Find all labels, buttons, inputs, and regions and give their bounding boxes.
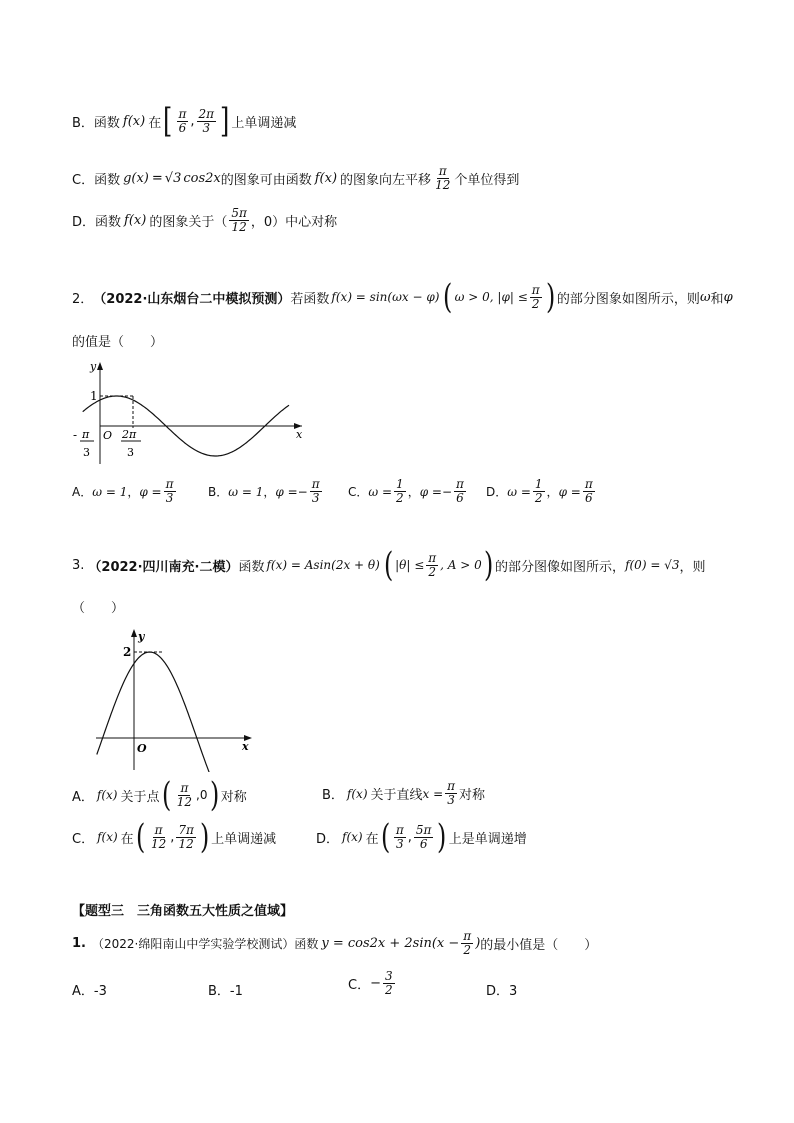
q1-d-post: ，0）中心对称: [250, 215, 338, 230]
q2-b-phi: φ =: [275, 484, 298, 499]
q2-tick-neg-num: π: [82, 428, 90, 441]
q3-d-frac-a: $\frac{\pi}{3}$: [395, 822, 404, 851]
q1-c-mid: 的图象可由函数: [220, 173, 312, 188]
q2-stem: [72, 277, 733, 317]
q3-two-label: 2: [123, 645, 132, 659]
q3-c-end: 上单调递减: [211, 831, 277, 847]
q2-c-frac: $\frac{\pi}{6}$: [456, 477, 464, 505]
paren-left-icon: (: [135, 817, 145, 857]
q3-b-end: 对称: [459, 788, 486, 803]
q3-a-label: A．: [72, 789, 94, 805]
q1-c-prefix: C．函数: [72, 173, 121, 188]
right-bracket-icon: ]: [220, 101, 230, 141]
q3-b-fx: f(x): [346, 786, 368, 801]
q4-stem: [72, 930, 597, 957]
q4-c-label: C．: [348, 978, 371, 993]
q3-a-end: 对称: [220, 789, 247, 805]
q3-option-d[interactable]: D． f(x) 在 ( $\frac{\pi}{3}$ , $\frac{5\pi}{6}$ ) 上是单调递增: [316, 817, 527, 857]
q3-cond: |θ| ≤: [395, 558, 425, 572]
q1-d-prefix: D．函数: [72, 215, 122, 230]
q2-origin-label: O: [103, 429, 113, 442]
q3-c-frac-a: $\frac{\pi}{12}$: [150, 822, 167, 851]
q3-c-frac-b: $\frac{7\pi}{12}$: [178, 822, 194, 851]
q1-option-d: [72, 207, 337, 234]
q3-x-label: x: [242, 740, 249, 753]
q3-sine-graph: [94, 626, 256, 772]
q1-b-fx: f(x): [122, 113, 146, 129]
q3-option-c[interactable]: C． f(x) 在 ( $\frac{\pi}{12}$ , $\frac{7\pi}{12}$ ) 上单调递减: [72, 817, 277, 857]
paren-right-icon: ): [545, 277, 555, 317]
q2-phi: φ: [723, 289, 733, 305]
q3-b-frac: $\frac{\pi}{3}$: [447, 779, 456, 807]
q1-d-fx: f(x): [124, 213, 147, 228]
paren-right-icon: ): [483, 545, 494, 585]
q1-b-post: 上单调递减: [231, 115, 297, 131]
q2-d-frac: $\frac{\pi}{6}$: [584, 477, 593, 505]
q2-tick-pos-num: 2π: [122, 428, 137, 441]
q3-a-text: 关于点: [120, 789, 160, 805]
q2-c-label: C．: [348, 485, 369, 499]
q2-a-phi: φ =: [139, 484, 162, 499]
q1-c-frac: $\frac{\pi}{12}$: [435, 164, 451, 192]
q4-option-c[interactable]: [348, 970, 397, 997]
q4-option-b[interactable]: B．-1: [208, 984, 243, 999]
q3-option-a[interactable]: [72, 775, 247, 815]
q3-d-text: 在: [365, 831, 379, 847]
q1-option-b: B．函数 f(x) 在 [ $\frac{\pi}{6}$ , $\frac{2\pi}{3}$ ] 上单调递减: [72, 101, 297, 141]
q3-d-label: D．: [316, 831, 340, 847]
q3-line2: （ ）: [72, 601, 125, 616]
q2-sine-graph: [70, 360, 310, 468]
q2-formula: f(x) = sin(ωx − φ): [331, 290, 440, 304]
paren-left-icon: (: [161, 775, 171, 815]
q4-frac: $\frac{\pi}{2}$: [463, 929, 472, 957]
paren-right-icon: ): [209, 775, 219, 815]
q3-origin-label: O: [137, 742, 147, 755]
q4-c-frac: $\frac{3}{2}$: [384, 969, 393, 997]
q2-omega: ω: [699, 289, 711, 305]
q3-c-label: C．: [72, 831, 95, 847]
q2-b-label: B．: [208, 485, 229, 499]
q3-y-label: y: [138, 630, 145, 643]
q3-sine-curve: [97, 652, 210, 772]
q2-d-ofrac: $\frac{1}{2}$: [534, 477, 543, 505]
q2-b-sign: −: [297, 484, 308, 499]
paren-right-icon: ): [437, 817, 447, 857]
q1-c-post: 个单位得到: [454, 173, 520, 188]
q3-d-fx: f(x): [342, 830, 363, 844]
q2-d-label: D．: [486, 485, 508, 499]
q1-c-gx: g(x): [123, 171, 149, 186]
q3-b-xeq: x =: [422, 786, 444, 801]
q2-and: 和: [710, 291, 724, 307]
q2-one-label: 1: [90, 389, 98, 403]
q2-text2: 的部分图象如图所示，则: [556, 291, 700, 307]
q2-a-frac: $\frac{\pi}{3}$: [165, 477, 174, 505]
q2-a-label: A．: [72, 485, 93, 499]
q4-post: 的最小值是（ ）: [480, 938, 598, 953]
q2-y-arrow-icon: [97, 362, 103, 370]
q2-neg-sign: -: [73, 428, 78, 442]
q2-b-omega: ω = 1: [228, 484, 264, 499]
q3-cond-frac: $\frac{\pi}{2}$: [428, 550, 437, 579]
q1-b-frac-b: $\frac{2\pi}{3}$: [198, 106, 215, 135]
paren-left-icon: (: [380, 817, 390, 857]
q1-c-fx: f(x): [314, 171, 338, 186]
paren-right-icon: ): [199, 817, 210, 857]
left-bracket-icon: [: [163, 101, 173, 141]
q3-a-fx: f(x): [96, 788, 118, 802]
q2-cond-frac: $\frac{\pi}{2}$: [531, 282, 540, 311]
q3-d-end: 上是单调递增: [448, 831, 527, 847]
q4-c-sign: −: [370, 976, 381, 991]
q2-option-d[interactable]: D． ω = $\frac{1}{2}$ ， φ = $\frac{\pi}{6}$: [486, 477, 593, 505]
q3-b-text: 关于直线: [370, 788, 423, 803]
q2-c-ofrac: $\frac{1}{2}$: [396, 477, 404, 505]
q2-option-c[interactable]: C． ω = $\frac{1}{2}$ ， φ = − $\frac{\pi}{6}$: [348, 477, 464, 505]
q3-stem: [72, 545, 706, 585]
q2-option-a[interactable]: A． ω = 1 ， φ = $\frac{\pi}{3}$: [72, 477, 174, 505]
q1-b-prefix: B．函数: [72, 115, 120, 131]
q3-formula: f(x) = Asin(2x + θ): [266, 558, 380, 572]
q2-text1: 若函数: [290, 291, 330, 307]
q4-source: （2022·绵阳南山中学实验学校测试）函数: [91, 937, 319, 951]
q4-number: 1.: [72, 936, 86, 951]
q2-cond: ω > 0, |φ| ≤: [454, 290, 528, 304]
q3-c-fx: f(x): [97, 830, 118, 844]
q3-option-b[interactable]: [322, 780, 485, 807]
q1-b-in: 在: [148, 115, 162, 131]
q3-then: ，则: [679, 559, 706, 575]
q2-c-omega: ω =: [368, 484, 393, 499]
q3-number: 3.: [72, 557, 85, 573]
q1-d-mid: 的图象关于（: [149, 215, 228, 230]
q3-cond2: , A > 0: [440, 558, 482, 572]
q3-text1: 函数: [238, 559, 265, 575]
section-title: 【题型三 三角函数五大性质之值域】: [72, 904, 294, 919]
q1-c-mid2: 的图象向左平移: [340, 173, 432, 188]
q3-y-arrow-icon: [131, 629, 137, 637]
q2-c-phi: φ =: [419, 484, 442, 499]
q4-formula: y = cos2x + 2sin(x −: [321, 936, 460, 951]
q2-d-omega: ω =: [507, 484, 531, 499]
q3-text2: 的部分图像如图所示，: [495, 559, 626, 575]
q2-line2: 的值是（ ）: [72, 335, 164, 350]
q2-option-b[interactable]: B． ω = 1 ， φ = − $\frac{\pi}{3}$: [208, 477, 320, 505]
q2-b-frac: $\frac{\pi}{3}$: [311, 477, 320, 505]
q2-source: （2022·山东烟台二中模拟预测）: [93, 291, 291, 307]
q3-f0: f(0) = √3: [625, 558, 680, 572]
paren-left-icon: (: [443, 277, 453, 317]
q1-b-frac-a: $\frac{\pi}{6}$: [178, 106, 187, 135]
q3-c-text: 在: [120, 831, 134, 847]
q1-option-c: [72, 165, 519, 192]
q4-close: ): [475, 936, 481, 951]
q3-a-post: ,0: [196, 788, 208, 802]
q3-source: （2022·四川南充·二模）: [88, 559, 239, 575]
q3-d-frac-b: $\frac{5\pi}{6}$: [415, 822, 432, 851]
q1-c-cos: cos2x: [183, 171, 221, 186]
q2-x-label: x: [296, 428, 303, 441]
q2-c-sign: −: [441, 484, 453, 499]
paren-left-icon: (: [383, 545, 394, 585]
q2-tick-pos-den: 3: [127, 446, 134, 459]
q1-c-eq: =: [151, 171, 163, 186]
q1-c-sqrt3: √3: [164, 171, 182, 186]
q4-option-a[interactable]: A．-3: [72, 984, 107, 999]
q3-a-frac: $\frac{\pi}{12}$: [176, 780, 193, 809]
q4-option-d[interactable]: D．3: [486, 984, 518, 999]
q2-tick-neg-den: 3: [83, 446, 90, 459]
q3-b-label: B．: [322, 788, 344, 803]
q2-d-phi: φ =: [558, 484, 581, 499]
q2-number: 2．: [72, 291, 94, 307]
q1-d-frac: $\frac{5\pi}{12}$: [231, 206, 247, 234]
q2-y-label: y: [90, 360, 97, 373]
q2-a-omega: ω = 1: [92, 484, 128, 499]
